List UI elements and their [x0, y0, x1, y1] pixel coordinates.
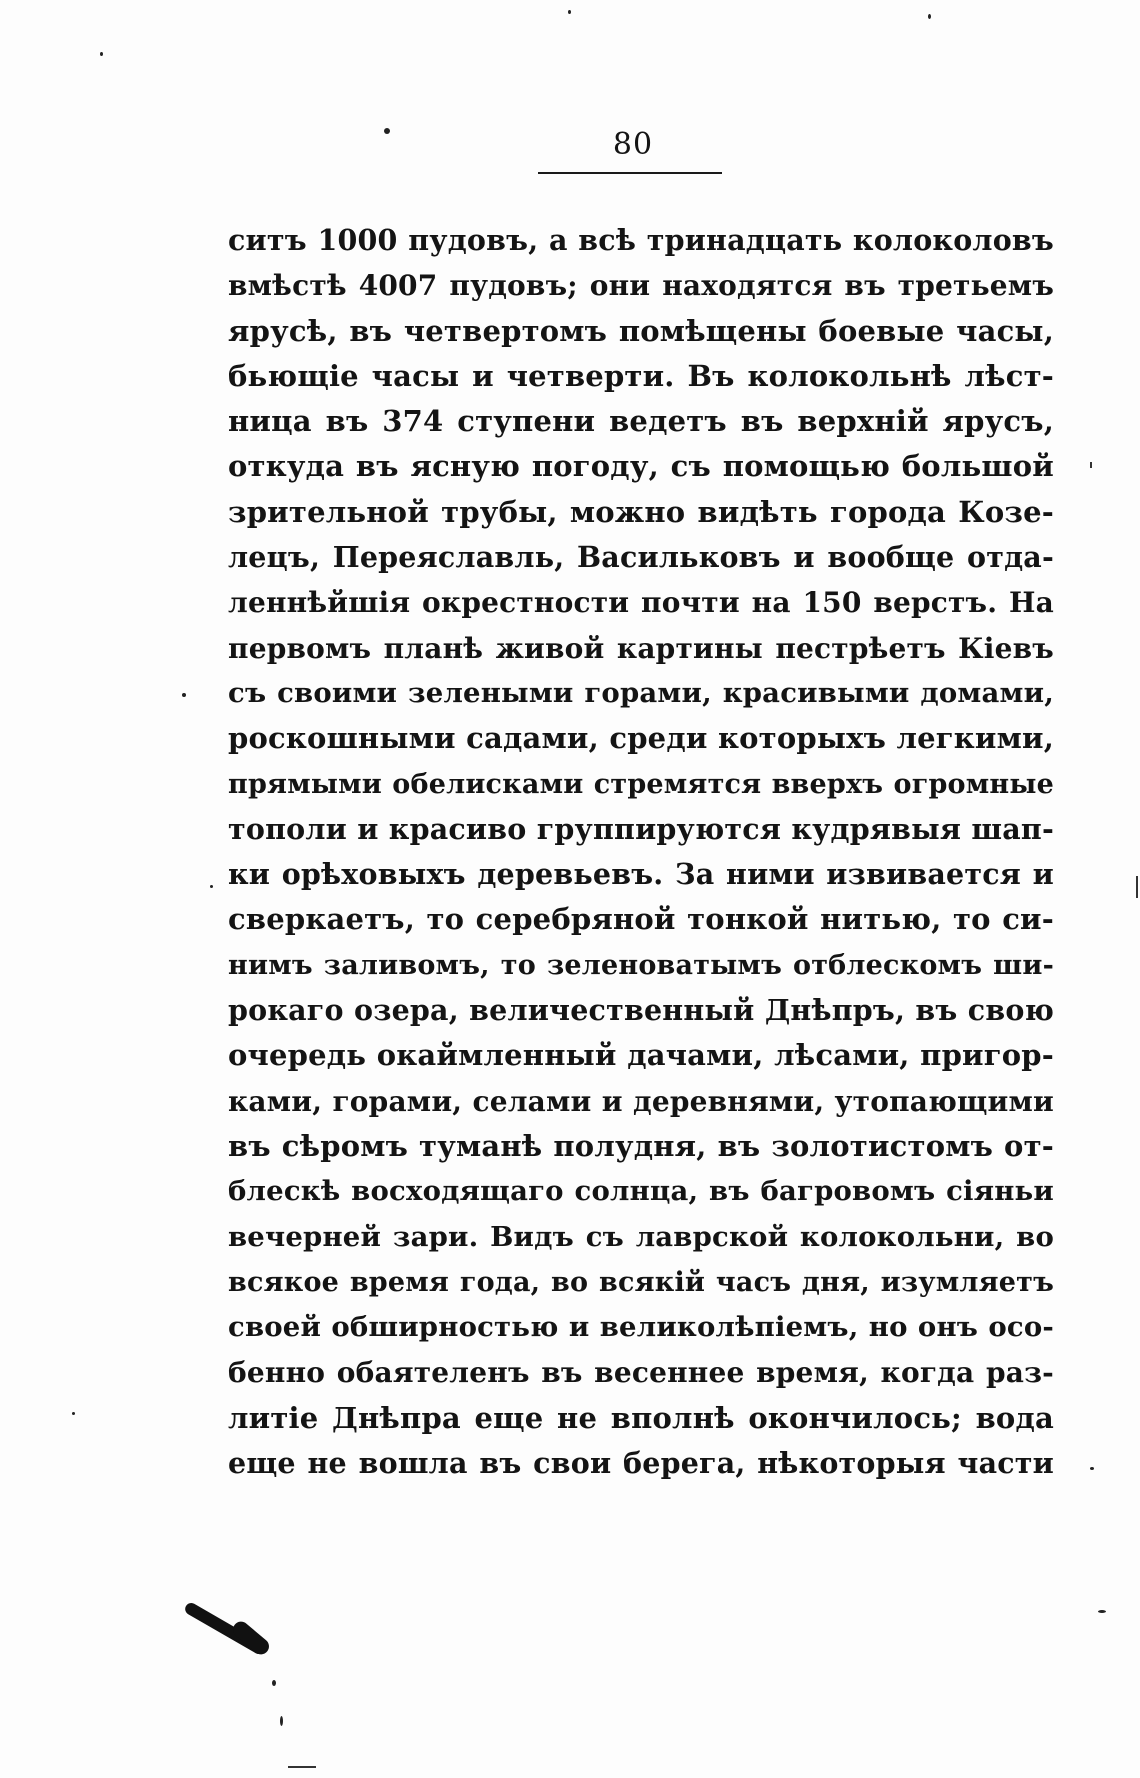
text-line: тополи и красиво группируются кудрявыя шап-: [228, 811, 1054, 846]
text-line: лецъ, Переяславль, Васильковъ и вообще отда-: [228, 540, 1054, 575]
scan-speck: [210, 885, 213, 888]
body-text: [228, 218, 1054, 1486]
scan-mark: [1090, 462, 1092, 468]
scan-speck: [1090, 1467, 1094, 1470]
text-line: своей обширностью и великолѣпіемъ, но онъ осо-: [228, 1311, 1054, 1344]
text-line: рокаго озера, величественный Днѣпръ, въ свою: [228, 993, 1054, 1028]
text-line: всякое время года, во всякій часъ дня, изумляетъ: [228, 1266, 1054, 1298]
page-number: 80: [612, 127, 654, 162]
text-line: очередь окаймленный дачами, лѣсами, пригор-: [228, 1038, 1054, 1073]
text-line: сверкаетъ, то серебряной тонкой нитью, то си-: [228, 902, 1054, 937]
text-line: откуда въ ясную погоду, съ помощью большой: [228, 449, 1054, 484]
scan-speck: [72, 1412, 75, 1415]
text-line: еще не вошла въ свои берега, нѣкоторыя части: [228, 1446, 1054, 1481]
scan-mark: [1136, 876, 1138, 898]
text-line: леннѣйшія окрестности почти на 150 верстъ. На: [228, 586, 1054, 620]
text-line: первомъ планѣ живой картины пестрѣетъ Кіевъ: [228, 631, 1054, 665]
text-line: литіе Днѣпра еще не вполнѣ окончилось; вода: [228, 1400, 1054, 1435]
text-line: вечерней зари. Видъ съ лаврской колокольни, во: [228, 1220, 1054, 1253]
text-line: роскошными садами, среди которыхъ легкими,: [228, 721, 1054, 756]
scan-speck: [100, 52, 103, 56]
text-line: бенно обаятеленъ въ весеннее время, когда раз-: [228, 1356, 1054, 1390]
text-line: въ сѣромъ туманѣ полудня, въ золотистомъ от-: [228, 1128, 1054, 1163]
text-line: нимъ заливомъ, то зеленоватымъ отблескомъ ши-: [228, 949, 1054, 981]
scan-speck: [272, 1680, 276, 1686]
scan-speck: [384, 128, 390, 134]
scan-speck: [280, 1716, 283, 1726]
text-line: прямыми обелисками стремятся вверхъ огромные: [228, 768, 1054, 800]
text-line: ситъ 1000 пудовъ, а всѣ тринадцать колоколовъ: [228, 223, 1054, 257]
scan-speck: [568, 10, 571, 14]
text-line: ки орѣховыхъ деревьевъ. За ними извивается и: [228, 857, 1054, 892]
text-line: блескѣ восходящаго солнца, въ багровомъ сіяньи: [228, 1175, 1054, 1208]
text-line: ярусѣ, въ четвертомъ помѣщены боевые часы,: [228, 313, 1054, 348]
header-rule: [538, 172, 722, 174]
text-line: съ своими зелеными горами, красивыми домами,: [228, 676, 1054, 709]
text-line: ками, горами, селами и деревнями, утопающими: [228, 1084, 1054, 1118]
scan-speck: [928, 14, 931, 19]
text-line: бьющіе часы и четверти. Въ колокольнѣ лѣст-: [228, 358, 1054, 393]
scan-speck: [182, 693, 186, 697]
text-line: зрительной трубы, можно видѣть города Козе-: [228, 494, 1054, 529]
text-line: вмѣстѣ 4007 пудовъ; они находятся въ третьемъ: [228, 269, 1054, 303]
text-line: ница въ 374 ступени ведетъ въ верхній ярусъ,: [228, 404, 1054, 439]
scan-mark: [288, 1766, 316, 1768]
scan-speck: [1098, 1610, 1106, 1613]
